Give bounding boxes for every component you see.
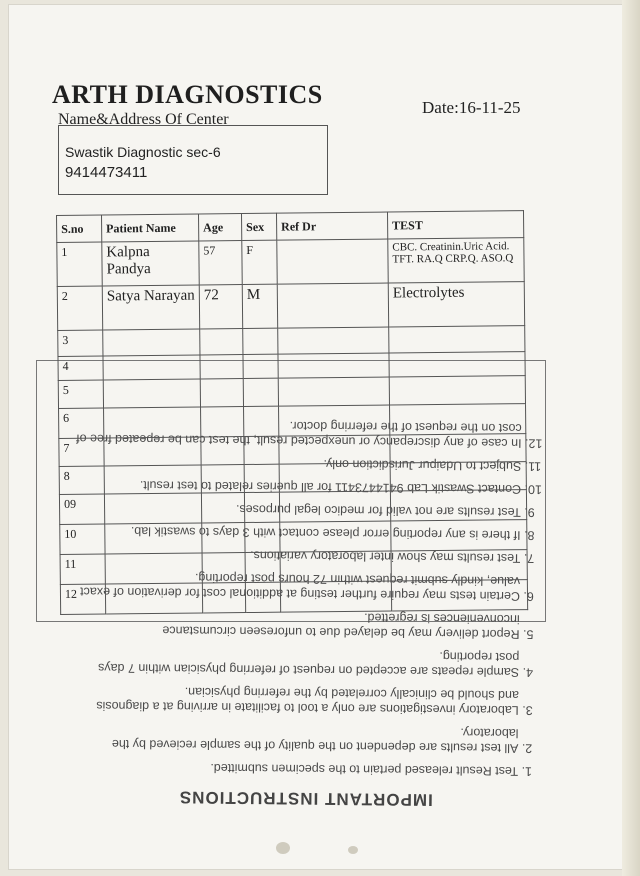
cell-sno: 1 [57, 242, 102, 286]
cell-test [390, 404, 526, 435]
center-label: Name&Address Of Center [58, 111, 229, 128]
cell-sno: 6 [59, 408, 104, 438]
instruction-item: 12. In case of any discrepancy or unexpected result, the test can be repeated free of cost on the request of the referring doctor. [75, 416, 521, 451]
cell-age: 57 [199, 241, 242, 285]
cell-patient-name [104, 407, 201, 438]
center-address-box [58, 125, 328, 195]
cell-sex [243, 378, 278, 406]
cell-ref-dr [277, 283, 388, 328]
instruction-item: 10. Contact Swastik Lab 9414473411 for all queries related to test result. [75, 477, 521, 497]
cell-sno: 7 [59, 438, 104, 466]
instruction-item: 7. Test results may show inter laboratory variations. [74, 546, 520, 566]
cell-sno: 8 [59, 466, 104, 494]
cell-test: Electrolytes [388, 282, 524, 327]
instruction-item: 11. Subject to Udaipur Jurisdiction only. [75, 454, 521, 474]
cell-patient-name: Kalpna Pandya [102, 241, 199, 286]
col-header-sno: S.no [57, 215, 102, 242]
instruction-item: 3. Laboratory investigations are only a tool to facilitate in arriving at a diagnosis and should be clinically correlated by the referring physician. [73, 683, 519, 718]
table-row [60, 520, 527, 555]
instruction-item: 4. Sample repeats are accepted on request of referring physician within 7 days post reporting. [73, 645, 519, 680]
col-header-patient-name: Patient Name [102, 214, 199, 242]
cell-ref-dr [279, 463, 390, 492]
cell-test [389, 376, 525, 405]
report-date: Date:16-11-25 [422, 98, 521, 117]
cell-ref-dr [279, 405, 390, 436]
cell-test [390, 434, 526, 463]
cell-age [200, 379, 243, 407]
page-edge-shadow [622, 0, 640, 876]
center-name: Swastik Diagnostic sec-6 [65, 144, 221, 160]
cell-test [390, 462, 526, 491]
table-row [59, 404, 526, 439]
cell-age: 72 [199, 285, 242, 329]
cell-sno: 2 [57, 286, 102, 330]
cell-age [201, 407, 244, 437]
cell-sex [244, 436, 279, 464]
lab-title: ARTH DIAGNOSTICS [52, 80, 323, 109]
cell-sex [244, 464, 279, 492]
instruction-item: 2. All test results are dependent on the quality of the sample recieved by the laboratory. [72, 721, 518, 756]
cell-ref-dr [280, 521, 391, 552]
cell-ref-dr [278, 327, 389, 354]
instruction-item: 1. Test Result released pertain to the specimen submitted. [72, 759, 518, 779]
cell-sno: 11 [60, 554, 105, 584]
cell-sex [243, 354, 278, 378]
cell-patient-name [103, 329, 200, 356]
cell-age [202, 553, 245, 583]
cell-ref-dr [278, 353, 389, 378]
cell-sno: 10 [60, 524, 105, 554]
cell-test [389, 352, 525, 377]
cell-sno: 12 [60, 584, 105, 614]
cell-patient-name [105, 583, 202, 614]
cell-age [201, 493, 244, 523]
instruction-item: 9. Test results are not valid for medico legal purposes. [75, 500, 521, 520]
cell-patient-name [104, 437, 201, 466]
cell-test [389, 326, 525, 353]
cell-ref-dr [279, 435, 390, 464]
cell-sno: 3 [58, 330, 103, 356]
cell-test [391, 580, 527, 611]
cell-sex [244, 406, 279, 436]
cell-ref-dr [278, 377, 389, 406]
cell-patient-name [105, 553, 202, 584]
instruction-item: 5. Report delivery may be delayed due to unforeseen circumstance inconveniences is regretted. [73, 607, 519, 642]
cell-sex: F [242, 240, 277, 284]
cell-ref-dr [279, 491, 390, 522]
cell-test [390, 490, 526, 521]
paper-smudge [348, 846, 358, 854]
col-header-age: Age [198, 214, 241, 241]
cell-patient-name [105, 523, 202, 554]
cell-patient-name [104, 465, 201, 494]
cell-test: CBC. Creatinin.Uric Acid. TFT. RA.Q CRP.Q. ASO.Q [388, 238, 524, 283]
cell-ref-dr [280, 581, 391, 612]
cell-test [391, 550, 527, 581]
cell-sex: M [242, 284, 277, 328]
cell-sno: 09 [59, 494, 104, 524]
cell-patient-name [103, 379, 200, 408]
cell-age [202, 583, 245, 613]
cell-patient-name [104, 493, 201, 524]
col-header-test: TEST [387, 211, 523, 239]
cell-sex [245, 582, 280, 612]
cell-sex [245, 552, 280, 582]
cell-age [200, 329, 243, 355]
instruction-item: 8. If there is any reporting error please contact with 3 days to swastik lab. [75, 523, 521, 543]
table-row [60, 580, 527, 615]
table-row [57, 282, 524, 331]
cell-age [201, 465, 244, 493]
table-row [57, 238, 524, 287]
col-header-ref-dr: Ref Dr [276, 212, 387, 240]
cell-test [391, 520, 527, 551]
instruction-item: 6. Certain tests may require further testing at additional cost for derivation of exact value, kindly submit request within 72 hours post reporting. [74, 569, 520, 604]
center-phone: 9414473411 [65, 164, 148, 181]
cell-patient-name: Satya Narayan [102, 285, 199, 330]
patient-table [56, 210, 528, 615]
cell-sno: 4 [58, 356, 103, 380]
cell-sex [244, 492, 279, 522]
cell-sex [243, 328, 278, 354]
cell-sno: 5 [58, 380, 103, 408]
cell-age [202, 523, 245, 553]
cell-ref-dr [280, 551, 391, 582]
cell-age [200, 355, 243, 379]
instructions-heading: IMPORTANT INSTRUCTIONS [178, 787, 433, 810]
paper-smudge [276, 842, 290, 854]
cell-patient-name [103, 355, 200, 380]
table-row [59, 490, 526, 525]
cell-ref-dr [277, 239, 388, 284]
table-row [60, 550, 527, 585]
col-header-sex: Sex [241, 213, 276, 240]
cell-age [201, 437, 244, 465]
cell-sex [245, 522, 280, 552]
